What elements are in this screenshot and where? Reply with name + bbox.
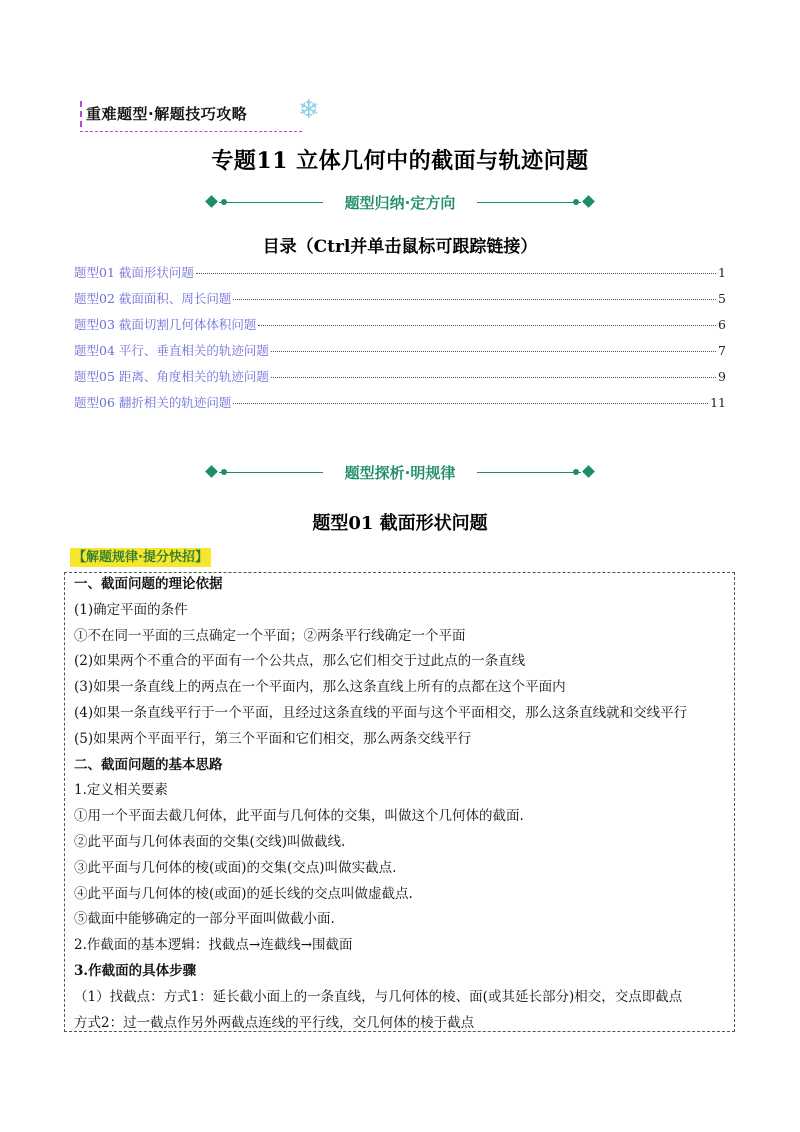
toc-title: 目录（Ctrl并单击鼠标可跟踪链接） <box>262 237 538 257</box>
header-tag: 重难题型·解题技巧攻略 <box>86 105 248 123</box>
toc-item-label: 题型02 截面面积、周长问题 <box>74 291 232 306</box>
dot-icon <box>573 199 579 205</box>
document-title: 专题11 立体几何中的截面与轨迹问题 <box>211 148 589 174</box>
rule-line: ①用一个平面去截几何体，此平面与几何体的交集，叫做这个几何体的截面. <box>74 808 524 825</box>
toc-leader <box>271 351 716 352</box>
dot-icon <box>573 469 579 475</box>
toc-link-3[interactable] <box>74 315 726 341</box>
rule-line: (4)如果一条直线平行于一个平面，且经过这条直线的平面与这个平面相交，那么这条直线就和交线平行 <box>74 704 688 721</box>
toc-item-label: 题型06 翻折相关的轨迹问题 <box>74 395 232 410</box>
toc-leader <box>233 403 708 404</box>
rule-line: 一、截面问题的理论依据 <box>74 576 223 592</box>
toc-link-1[interactable] <box>74 263 726 289</box>
rule-line: (3)如果一条直线上的两点在一个平面内，那么这条直线上所有的点都在这个平面内 <box>74 679 566 696</box>
toc-page-number: 5 <box>718 291 726 306</box>
toc-leader <box>271 377 716 378</box>
toc-leader <box>233 299 716 300</box>
rule-line: 1.定义相关要素 <box>74 782 168 799</box>
table-of-contents <box>74 263 726 419</box>
toc-page-number: 7 <box>718 343 726 358</box>
banner-top-label: 题型归纳·定方向 <box>344 194 456 212</box>
banner-line <box>477 202 581 203</box>
toc-page-number: 6 <box>718 317 726 332</box>
section-title: 题型01 截面形状问题 <box>312 513 488 534</box>
rule-line: ③此平面与几何体的棱(或面)的交集(交点)叫做实截点. <box>74 859 397 876</box>
banner-mid-label: 题型探析·明规律 <box>344 464 456 482</box>
toc-item-label: 题型05 距离、角度相关的轨迹问题 <box>74 369 269 384</box>
rule-line: (2)如果两个不重合的平面有一个公共点，那么它们相交于过此点的一条直线 <box>74 653 526 670</box>
toc-item-label: 题型04 平行、垂直相关的轨迹问题 <box>74 343 269 358</box>
banner-line <box>477 472 581 473</box>
toc-page-number: 1 <box>718 265 726 280</box>
tip-label: 【解题规律·提分快招】 <box>70 548 211 567</box>
rule-line: ④此平面与几何体的棱(或面)的延长线的交点叫做虚截点. <box>74 885 413 902</box>
toc-link-2[interactable] <box>74 289 726 315</box>
toc-page-number: 11 <box>710 395 726 410</box>
toc-link-6[interactable] <box>74 393 726 419</box>
banner-mid <box>205 462 595 484</box>
rule-line: ⑤截面中能够确定的一部分平面叫做截小面. <box>74 911 335 928</box>
rule-line: ②此平面与几何体表面的交集(交线)叫做截线. <box>74 833 346 850</box>
toc-link-4[interactable] <box>74 341 726 367</box>
header-underline <box>80 131 302 132</box>
rules-box-content <box>74 572 734 1036</box>
rule-line: (1)确定平面的条件 <box>74 601 188 618</box>
rule-line: 3.作截面的具体步骤 <box>74 962 197 979</box>
rule-line: (5)如果两个平面平行，第三个平面和它们相交，那么两条交线平行 <box>74 730 472 747</box>
toc-leader <box>196 273 716 274</box>
toc-leader <box>258 325 716 326</box>
rule-line: 方式2：过一截点作另外两截点连线的平行线，交几何体的棱于截点 <box>74 1014 475 1031</box>
banner-top <box>205 192 595 214</box>
toc-page-number: 9 <box>718 369 726 384</box>
rule-line: ①不在同一平面的三点确定一个平面；②两条平行线确定一个平面 <box>74 627 466 644</box>
toc-item-label: 题型03 截面切割几何体体积问题 <box>74 317 257 332</box>
snowflake-icon: ❄ <box>298 95 320 125</box>
toc-item-label: 题型01 截面形状问题 <box>74 265 194 280</box>
toc-link-5[interactable] <box>74 367 726 393</box>
rule-line: 2.作截面的基本逻辑：找截点→连截线→围截面 <box>74 937 353 954</box>
rule-line: 二、截面问题的基本思路 <box>74 756 223 773</box>
rule-line: （1）找截点：方式1：延长截小面上的一条直线，与几何体的棱、面(或其延长部分)相交，交点即截点 <box>74 988 683 1005</box>
